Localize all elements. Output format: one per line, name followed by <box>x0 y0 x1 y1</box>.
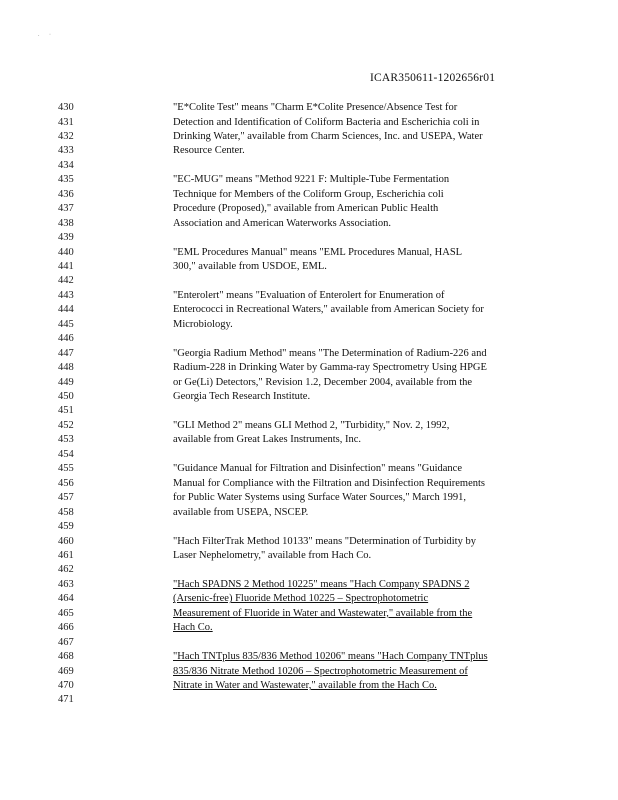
line-number: 430 <box>58 102 74 113</box>
body-text-line: Resource Center. <box>173 145 245 157</box>
line-number: 433 <box>58 145 74 157</box>
line-number: 458 <box>58 506 74 518</box>
line-number: 451 <box>58 405 74 417</box>
body-text-line: "E*Colite Test" means "Charm E*Colite Presence/Absence Test for <box>173 102 458 113</box>
corner-mark: . · <box>38 32 55 38</box>
line-number: 462 <box>58 564 74 576</box>
line-number: 448 <box>58 362 74 374</box>
line-number: 436 <box>58 188 74 200</box>
line-number: 453 <box>58 434 74 446</box>
line-number: 469 <box>58 665 74 677</box>
line-number: 439 <box>58 232 74 243</box>
body-text-line: Laser Nephelometry," available from Hach Co. <box>173 550 372 561</box>
body-text-line: Georgia Tech Research Institute. <box>173 391 311 402</box>
body-text-line: "Hach SPADNS 2 Method 10225" means "Hach Company SPADNS 2 <box>173 578 470 590</box>
body-text-line: "Guidance Manual for Filtration and Disinfection" means "Guidance <box>173 463 462 475</box>
line-number: 465 <box>58 607 74 619</box>
body-text-line: Drinking Water," available from Charm Sciences, Inc. and USEPA, Water <box>173 130 483 142</box>
body-text-line: "Hach TNTplus 835/836 Method 10206" means "Hach Company TNTplus <box>173 651 488 663</box>
line-number: 460 <box>58 535 74 547</box>
line-number: 459 <box>58 521 74 532</box>
body-text-line: Procedure (Proposed)," available from American Public Health <box>173 203 439 215</box>
line-number: 457 <box>58 492 74 504</box>
line-number: 450 <box>58 391 74 402</box>
body-text-line: "Hach FilterTrak Method 10133" means "Determination of Turbidity by <box>173 535 476 547</box>
body-text-line: 300," available from USDOE, EML. <box>173 260 327 272</box>
body-text-line: Nitrate in Water and Wastewater," available from the Hach Co. <box>173 680 437 691</box>
line-number: 434 <box>58 159 74 171</box>
body-text-line: Association and American Waterworks Association. <box>173 217 391 229</box>
body-text-line: for Public Water Systems using Surface Water Sources," March 1991, <box>173 492 466 504</box>
line-number: 432 <box>58 130 74 142</box>
body-text-line: "EML Procedures Manual" means "EML Procedures Manual, HASL <box>173 246 463 258</box>
body-text-line: Detection and Identification of Coliform Bacteria and Escherichia coli in <box>173 116 480 128</box>
body-text-line: Hach Co. <box>173 622 213 634</box>
body-text-line: available from Great Lakes Instruments, Inc. <box>173 434 362 446</box>
document-id: ICAR350611-1202656r01 <box>370 72 496 84</box>
body-text-line: "Enterolert" means "Evaluation of Enterolert for Enumeration of <box>173 289 445 301</box>
line-number: 456 <box>58 477 74 489</box>
line-number: 435 <box>58 174 74 186</box>
line-number: 470 <box>58 680 74 691</box>
body-text-line: Enterococci in Recreational Waters," available from American Society for <box>173 304 484 316</box>
line-number: 446 <box>58 333 74 345</box>
body-text-line: Radium-228 in Drinking Water by Gamma-ray Spectrometry Using HPGE <box>173 362 487 374</box>
line-number: 461 <box>58 550 74 561</box>
line-number: 442 <box>58 275 74 287</box>
body-text-line: "EC-MUG" means "Method 9221 F: Multiple-Tube Fermentation <box>173 174 450 186</box>
line-number: 455 <box>58 463 74 475</box>
line-number: 438 <box>58 217 74 229</box>
line-number: 471 <box>58 694 74 706</box>
line-number: 466 <box>58 622 74 634</box>
body-text-line: "GLI Method 2" means GLI Method 2, "Turbidity," Nov. 2, 1992, <box>173 419 450 431</box>
body-text-line: Manual for Compliance with the Filtration and Disinfection Requirements <box>173 477 486 489</box>
line-number: 464 <box>58 593 74 605</box>
line-number: 467 <box>58 636 74 648</box>
body-text-line: (Arsenic-free) Fluoride Method 10225 – Spectrophotometric <box>173 593 429 605</box>
body-text-line: "Georgia Radium Method" means "The Determination of Radium-226 and <box>173 347 487 359</box>
line-number: 437 <box>58 203 74 215</box>
line-number: 443 <box>58 289 74 301</box>
line-number: 444 <box>58 304 74 316</box>
line-number: 468 <box>58 651 74 663</box>
line-number: 431 <box>58 116 74 128</box>
body-text-line: Microbiology. <box>173 318 233 330</box>
body-text-line: Measurement of Fluoride in Water and Wastewater," available from the <box>173 607 473 619</box>
line-number: 447 <box>58 347 74 359</box>
line-number: 449 <box>58 376 74 388</box>
body-text-line: or Ge(Li) Detectors," Revision 1.2, December 2004, available from the <box>173 376 473 388</box>
line-number: 445 <box>58 318 74 330</box>
line-number: 463 <box>58 578 74 590</box>
line-number: 441 <box>58 260 74 272</box>
body-text-line: Technique for Members of the Coliform Group, Escherichia coli <box>173 188 444 200</box>
body-text-line: 835/836 Nitrate Method 10206 – Spectrophotometric Measurement of <box>173 665 468 677</box>
body-text-line: available from USEPA, NSCEP. <box>173 506 309 518</box>
line-number: 454 <box>58 448 74 460</box>
line-number: 440 <box>58 246 74 258</box>
line-number: 452 <box>58 419 74 431</box>
